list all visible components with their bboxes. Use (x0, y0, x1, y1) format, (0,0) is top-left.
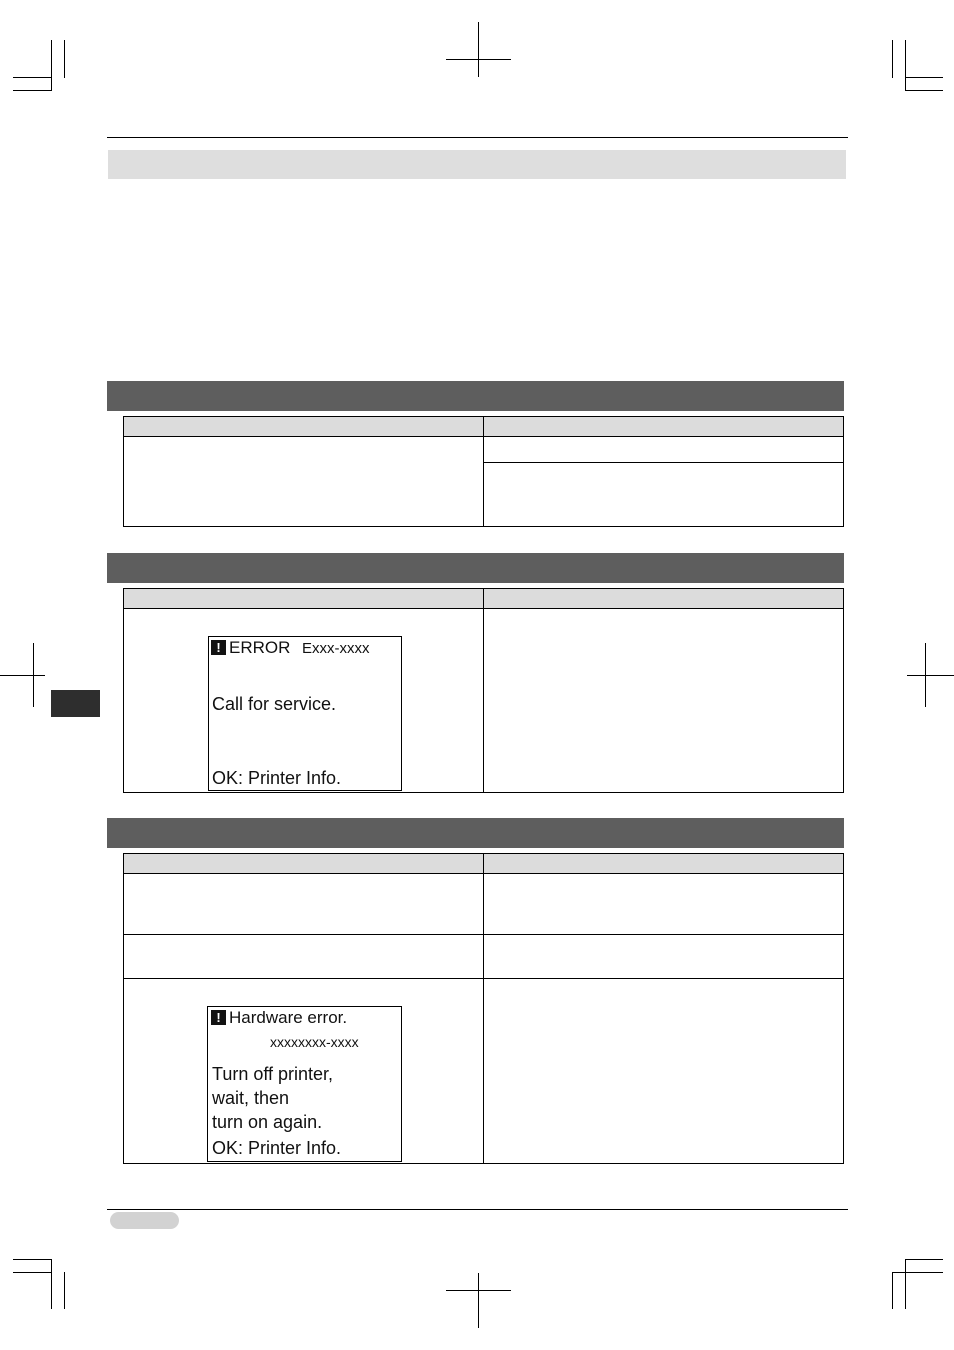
lcd-error-title: ERROR (229, 638, 291, 657)
table-3-solution-cell-2 (484, 935, 844, 979)
table-1-solution-cell-2 (484, 463, 844, 527)
table-2-solution-cell (484, 609, 844, 793)
lcd-error-message: Call for service. (212, 694, 337, 714)
lcd-hardware-ok-line: OK: Printer Info. (212, 1138, 342, 1158)
table-1-header-cause (124, 417, 484, 437)
table-2-header-solution (484, 589, 844, 609)
exclamation-warning-icon: ! (211, 1010, 226, 1025)
lcd-hardware-line-1: Turn off printer, (212, 1064, 334, 1084)
chapter-title-banner (108, 150, 846, 179)
section-heading-bar-3 (107, 818, 844, 848)
section-heading-bar-1 (107, 381, 844, 411)
cause-solution-table-1 (123, 416, 844, 527)
lcd-hardware-error-display (207, 1006, 402, 1162)
page-number-pill (110, 1212, 179, 1229)
lcd-error-display (208, 636, 402, 791)
exclamation-warning-icon: ! (211, 640, 226, 655)
table-3-solution-cell-3 (484, 979, 844, 1164)
table-3-header-cause (124, 854, 484, 874)
table-3-cause-cell-2 (124, 935, 484, 979)
table-3-solution-cell-1 (484, 874, 844, 935)
lcd-error-ok-line: OK: Printer Info. (212, 768, 342, 788)
table-2-header-cause (124, 589, 484, 609)
lcd-hardware-code: xxxxxxxx-xxxx (270, 1034, 359, 1050)
chapter-side-tab (51, 690, 100, 717)
lcd-error-code: Exxx-xxxx (302, 640, 370, 657)
lcd-hardware-line-3: turn on again. (212, 1112, 323, 1132)
lcd-hardware-line-2: wait, then (212, 1088, 290, 1108)
header-rule (107, 137, 848, 138)
table-1-header-solution (484, 417, 844, 437)
table-1-solution-cell-1 (484, 437, 844, 463)
table-3-header-solution (484, 854, 844, 874)
table-1-cause-cell (124, 437, 484, 527)
section-heading-bar-2 (107, 553, 844, 583)
table-3-cause-cell-1 (124, 874, 484, 935)
footer-rule (107, 1209, 848, 1210)
lcd-hardware-title: Hardware error. (229, 1008, 348, 1027)
